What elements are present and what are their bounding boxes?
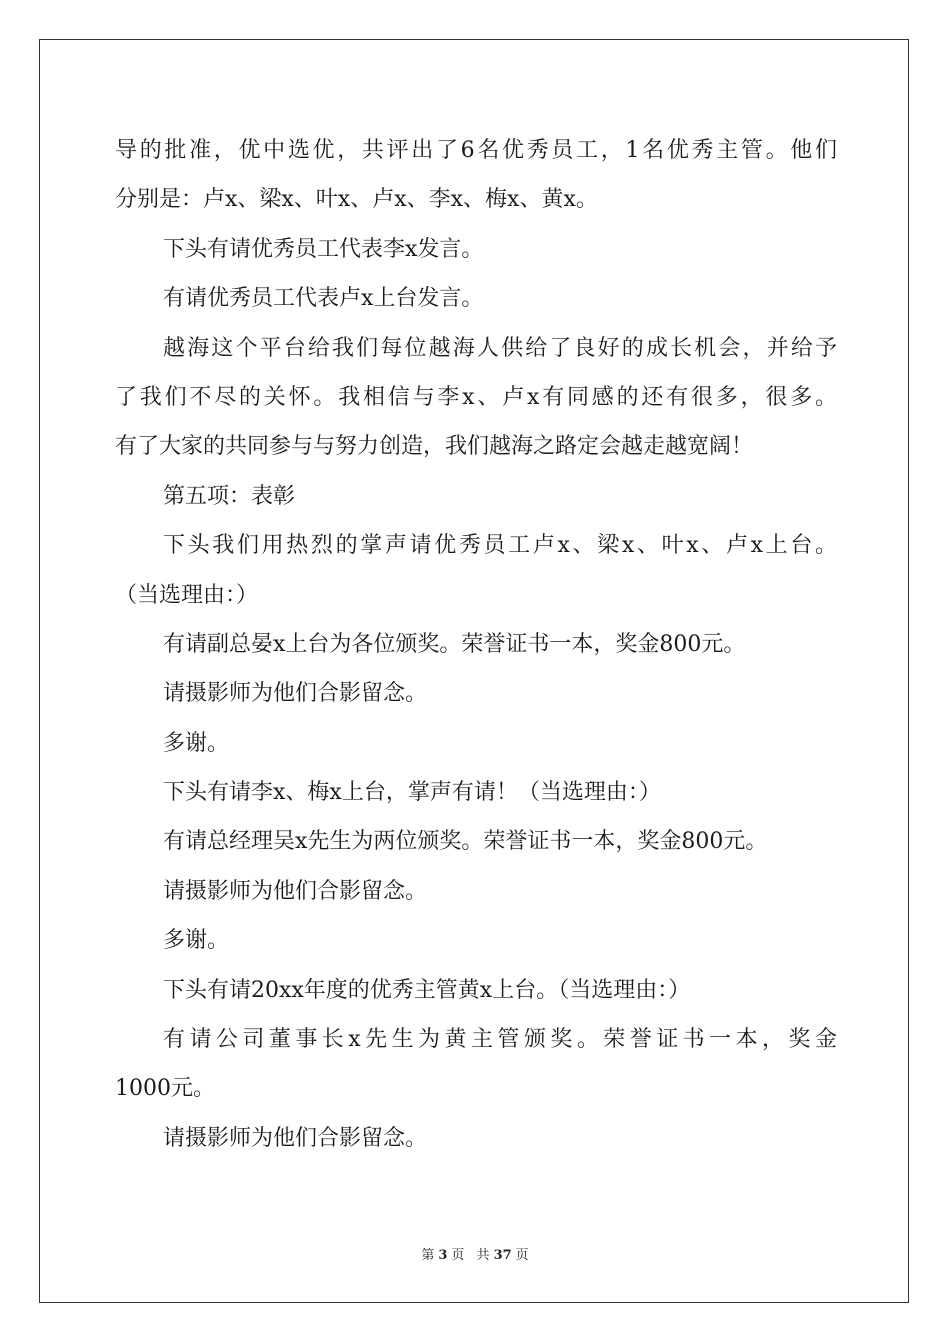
page-footer <box>0 1244 950 1263</box>
text-line: （当选理由：） <box>115 582 259 608</box>
text-line: 请摄影师为他们合影留念。 <box>163 878 428 904</box>
text-line: 下头有请李x、梅x上台，掌声有请！（当选理由：） <box>163 780 661 806</box>
text-line: 有请总经理吴x先生为两位颁奖。荣誉证书一本，奖金800元。 <box>163 829 768 855</box>
text-line: 下头有请优秀员工代表李x发言。 <box>163 236 484 262</box>
total-prefix: 共 <box>476 1248 490 1263</box>
total-suffix: 页 <box>515 1248 529 1263</box>
text-line: 有请公司董事长x先生为黄主管颁奖。荣誉证书一本，奖金 <box>163 1027 837 1053</box>
text-line: 1000元。 <box>115 1076 215 1102</box>
page-prefix: 第 <box>421 1248 435 1263</box>
page-total <box>475 1248 531 1263</box>
text-line: 导的批准，优中选优，共评出了6名优秀员工，1名优秀主管。他们 <box>115 138 837 163</box>
text-line: 越海这个平台给我们每位越海人供给了良好的成长机会，并给予 <box>163 335 837 361</box>
text-line: 多谢。 <box>163 730 230 756</box>
text-line: 请摄影师为他们合影留念。 <box>163 1125 428 1151</box>
section-heading: 第五项：表彰 <box>163 483 296 509</box>
total-count: 37 <box>493 1248 512 1263</box>
document-body <box>115 126 837 1163</box>
page-number <box>419 1248 466 1263</box>
text-line: 分别是：卢x、梁x、叶x、卢x、李x、梅x、黄x。 <box>115 187 598 213</box>
text-line: 了我们不尽的关怀。我相信与李x、卢x有同感的还有很多，很多。 <box>115 384 837 410</box>
page-current: 3 <box>438 1248 448 1263</box>
text-line: 有请副总晏x上台为各位颁奖。荣誉证书一本，奖金800元。 <box>163 631 746 657</box>
text-line: 有请优秀员工代表卢x上台发言。 <box>163 286 484 312</box>
text-line: 请摄影师为他们合影留念。 <box>163 681 428 707</box>
text-line: 有了大家的共同参与与努力创造，我们越海之路定会越走越宽阔！ <box>115 434 754 460</box>
text-line: 下头我们用热烈的掌声请优秀员工卢x、梁x、叶x、卢x上台。 <box>163 533 837 559</box>
text-line: 下头有请20xx年度的优秀主管黄x上台。（当选理由：） <box>163 977 691 1003</box>
page-suffix: 页 <box>451 1248 465 1263</box>
text-line: 多谢。 <box>163 928 230 954</box>
